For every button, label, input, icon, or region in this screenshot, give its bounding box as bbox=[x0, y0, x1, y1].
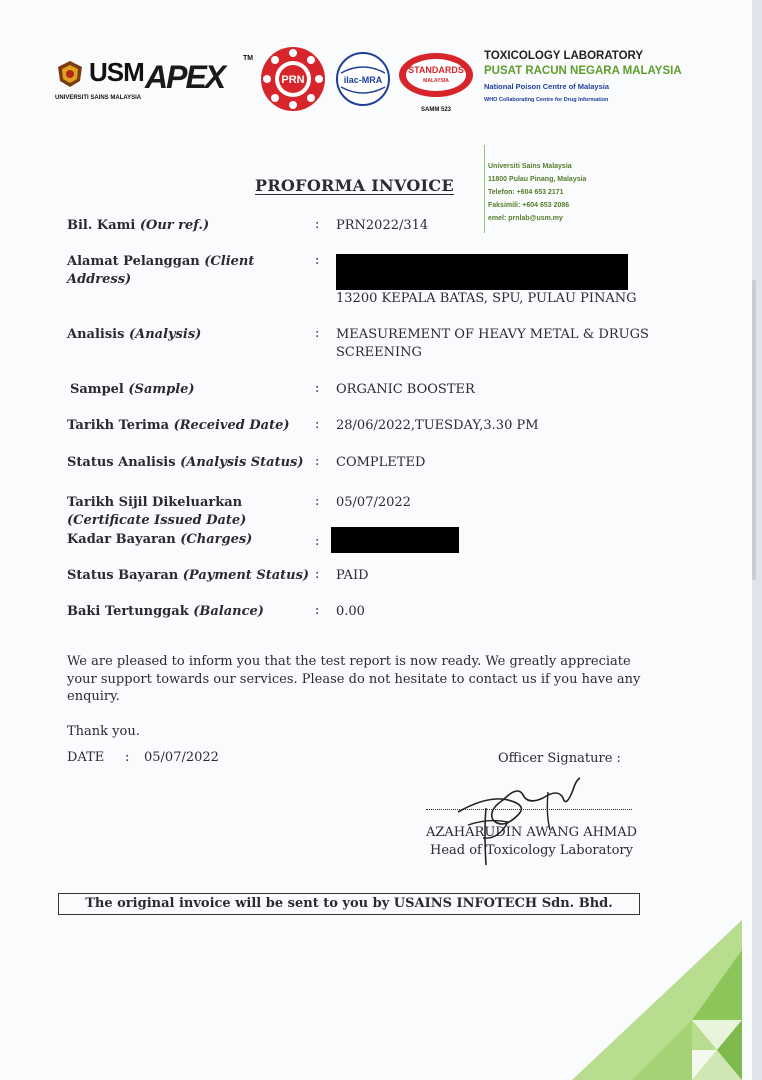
address-email: emel: prnlab@usm.my bbox=[488, 215, 563, 222]
apex-logo bbox=[145, 53, 254, 103]
handwritten-signature-icon bbox=[448, 770, 598, 870]
lab-subtitle: National Poison Centre of Malaysia bbox=[484, 82, 610, 91]
field-colon: : bbox=[315, 534, 320, 549]
lab-address bbox=[488, 160, 638, 225]
field-colon: : bbox=[315, 217, 320, 232]
field-colon: : bbox=[315, 603, 320, 618]
footer-note: The original invoice will be sent to you by USAINS INFOTECH Sdn. Bhd. bbox=[58, 893, 640, 915]
field-value: PAID bbox=[336, 568, 369, 583]
ilac-text: ilac-MRA bbox=[343, 75, 383, 85]
field-value: 13200 KEPALA BATAS, SPU, PULAU PINANG bbox=[336, 291, 637, 306]
address-line: Universiti Sains Malaysia bbox=[488, 163, 572, 170]
field-colon: : bbox=[315, 381, 320, 396]
field-label: Analisis (Analysis) bbox=[67, 327, 202, 342]
field-colon: : bbox=[315, 454, 320, 469]
message-paragraph: We are pleased to inform you that the test report is now ready. We greatly appreciate your support towards our services. Please do not hesitate to contact us if you have any enquiry. bbox=[67, 654, 641, 704]
date-label: DATE bbox=[67, 750, 105, 765]
samm-number: SAMM 523 bbox=[420, 107, 452, 113]
thanks-text: Thank you. bbox=[67, 724, 140, 739]
field-label: Bil. Kami (Our ref.) bbox=[67, 218, 210, 233]
field-label: Tarikh Terima (Received Date) bbox=[67, 418, 290, 433]
field-value: PRN2022/314 bbox=[336, 218, 429, 233]
field-label: Tarikh Sijil Dikeluarkan (Certificate Issued Date) bbox=[67, 495, 247, 528]
signature-label: Officer Signature : bbox=[498, 751, 621, 766]
field-label: Kadar Bayaran (Charges) bbox=[67, 532, 253, 547]
prn-logo-icon bbox=[259, 45, 327, 113]
field-label: Alamat Pelanggan (Client Address) bbox=[67, 254, 255, 287]
standards-malaysia-logo-icon bbox=[397, 51, 475, 115]
officer-title: Head of Toxicology Laboratory bbox=[430, 843, 633, 858]
usm-fullname: UNIVERSITI SAINS MALAYSIA bbox=[55, 95, 142, 101]
date-value: 05/07/2022 bbox=[144, 750, 219, 765]
standards-country: MALAYSIA bbox=[423, 78, 449, 84]
address-line: 11800 Pulau Pinang, Malaysia bbox=[488, 176, 587, 183]
standards-text: STANDARDS bbox=[408, 65, 464, 75]
lab-name-malay: PUSAT RACUN NEGARA MALAYSIA bbox=[484, 65, 682, 77]
date-colon: : bbox=[125, 750, 130, 765]
field-value: MEASUREMENT OF HEAVY METAL & DRUGS SCREENING bbox=[336, 327, 649, 360]
field-label: Sampel (Sample) bbox=[70, 382, 195, 397]
field-colon: : bbox=[315, 417, 320, 432]
usm-logo bbox=[55, 53, 144, 103]
corner-decoration bbox=[572, 920, 742, 1080]
page-title: PROFORMA INVOICE bbox=[255, 176, 454, 195]
prn-logo-text: PRN bbox=[281, 74, 305, 86]
usm-crest-icon bbox=[55, 59, 85, 89]
ilac-mra-logo-icon bbox=[335, 51, 391, 107]
field-value: COMPLETED bbox=[336, 455, 426, 470]
usm-wordmark: USM bbox=[89, 57, 144, 87]
apex-wordmark: APEX bbox=[145, 59, 225, 95]
logo-strip bbox=[55, 45, 485, 115]
page-edge-mark bbox=[752, 280, 756, 580]
field-colon: : bbox=[315, 326, 320, 341]
redacted-client-name bbox=[336, 254, 628, 290]
field-colon: : bbox=[315, 253, 320, 268]
address-fax: Faksimili: +604 653 2086 bbox=[488, 202, 570, 209]
apex-trademark: TM bbox=[243, 55, 254, 62]
field-label: Status Analisis (Analysis Status) bbox=[67, 455, 304, 470]
address-phone: Telefon: +604 653 2171 bbox=[488, 189, 564, 196]
field-value: ORGANIC BOOSTER bbox=[336, 382, 475, 397]
field-label: Status Bayaran (Payment Status) bbox=[67, 568, 310, 583]
field-value: 05/07/2022 bbox=[336, 495, 411, 510]
field-label: Baki Tertunggak (Balance) bbox=[67, 604, 264, 619]
field-value: 0.00 bbox=[336, 604, 365, 619]
field-colon: : bbox=[315, 567, 320, 582]
lab-name: TOXICOLOGY LABORATORY bbox=[484, 50, 644, 62]
field-colon: : bbox=[315, 494, 320, 509]
lab-who: WHO Collaborating Centre for Drug Information bbox=[484, 97, 609, 103]
field-value: 28/06/2022,TUESDAY,3.30 PM bbox=[336, 418, 539, 433]
officer-name: AZAHARUDIN AWANG AHMAD bbox=[426, 825, 638, 840]
redacted-charges bbox=[331, 527, 459, 553]
lab-header bbox=[484, 50, 734, 103]
